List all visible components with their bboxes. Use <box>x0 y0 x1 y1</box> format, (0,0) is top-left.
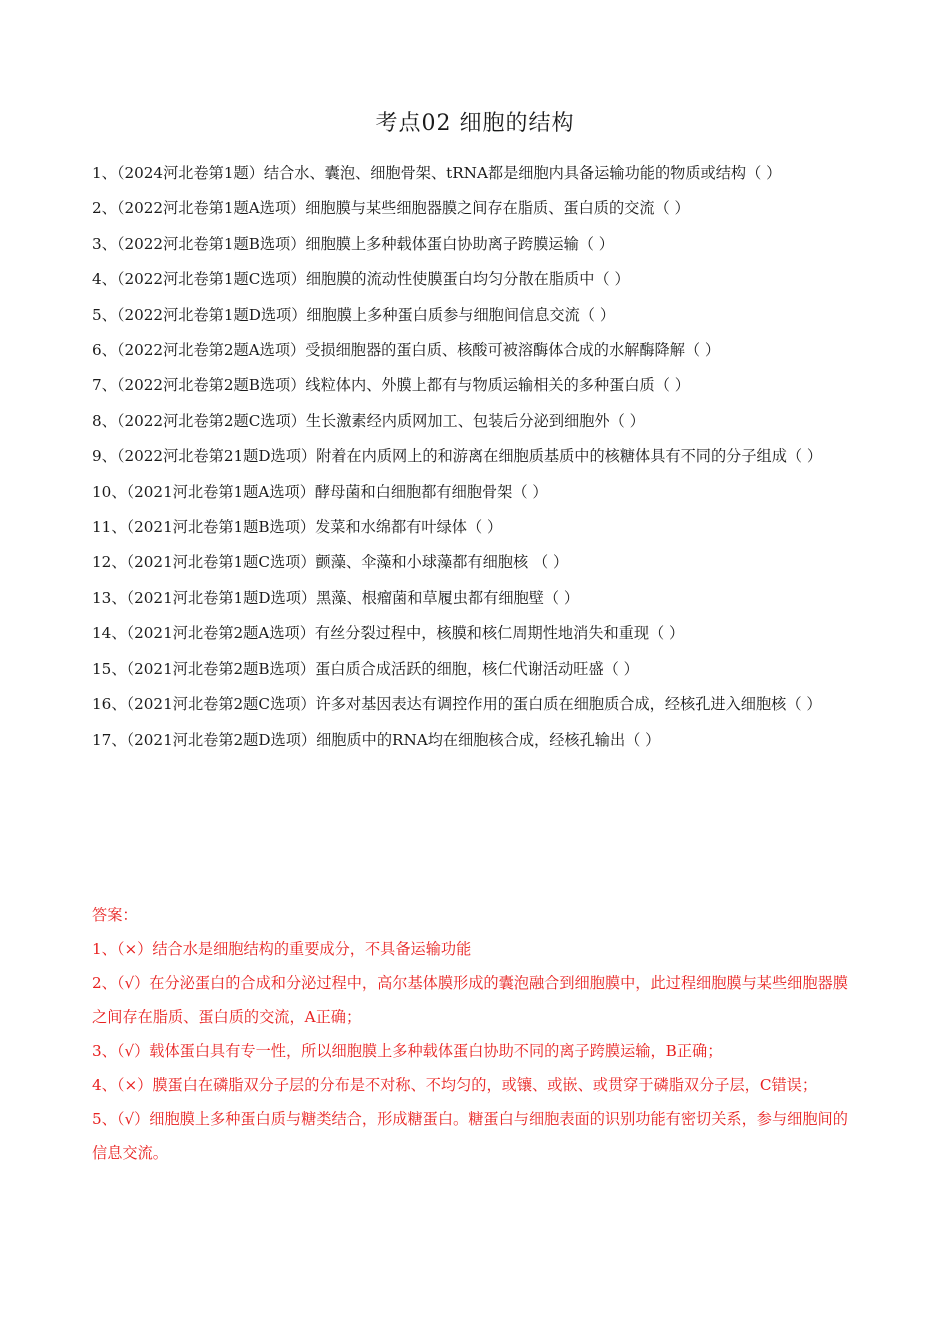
answer-item: 2、（√）在分泌蛋白的合成和分泌过程中，高尔基体膜形成的囊泡融合到细胞膜中，此过程细胞膜与某些细胞器膜之间存在脂质、蛋白质的交流，A正确； <box>92 974 848 1026</box>
question-item: 3、（2022河北卷第1题B选项）细胞膜上多种载体蛋白协助离子跨膜运输（ ） <box>92 234 614 253</box>
question-list <box>92 156 862 758</box>
question-item: 11、（2021河北卷第1题B选项）发菜和水绵都有叶绿体（ ） <box>92 518 503 537</box>
question-item: 8、（2022河北卷第2题C选项）生长激素经内质网加工、包装后分泌到细胞外（ ） <box>92 411 645 430</box>
question-item: 17、（2021河北卷第2题D选项）细胞质中的RNA均在细胞核合成，经核孔输出（ ） <box>92 730 661 749</box>
question-item: 7、（2022河北卷第2题B选项）线粒体内、外膜上都有与物质运输相关的多种蛋白质（ ） <box>92 376 690 395</box>
question-item: 6、（2022河北卷第2题A选项）受损细胞器的蛋白质、核酸可被溶酶体合成的水解酶降解（ ） <box>92 341 721 360</box>
answer-item: 3、（√）载体蛋白具有专一性，所以细胞膜上多种载体蛋白协助不同的离子跨膜运输，B正确； <box>92 1042 723 1060</box>
question-item: 5、（2022河北卷第1题D选项）细胞膜上多种蛋白质参与细胞间信息交流（ ） <box>92 305 616 324</box>
question-item: 15、（2021河北卷第2题B选项）蛋白质合成活跃的细胞，核仁代谢活动旺盛（ ） <box>92 659 639 678</box>
question-item: 14、（2021河北卷第2题A选项）有丝分裂过程中，核膜和核仁周期性地消失和重现（ ） <box>92 624 685 643</box>
answer-heading: 答案： <box>92 906 138 924</box>
answer-item: 5、（√）细胞膜上多种蛋白质与糖类结合，形成糖蛋白。糖蛋白与细胞表面的识别功能有密切关系，参与细胞间的信息交流。 <box>92 1110 848 1162</box>
question-item: 4、（2022河北卷第1题C选项）细胞膜的流动性使膜蛋白均匀分散在脂质中（ ） <box>92 270 630 289</box>
answer-item: 1、（×）结合水是细胞结构的重要成分，不具备运输功能 <box>92 940 472 958</box>
answer-section <box>92 898 862 1170</box>
question-item: 10、（2021河北卷第1题A选项）酵母菌和白细胞都有细胞骨架（ ） <box>92 482 548 501</box>
question-item: 16、（2021河北卷第2题C选项）许多对基因表达有调控作用的蛋白质在细胞质合成，经核孔进入细胞核（ ） <box>92 695 822 714</box>
question-item: 9、（2022河北卷第21题D选项）附着在内质网上的和游离在细胞质基质中的核糖体具有不同的分子组成（ ） <box>92 447 823 466</box>
question-item: 1、（2024河北卷第1题）结合水、囊泡、细胞骨架、tRNA都是细胞内具备运输功能的物质或结构（ ） <box>92 164 782 182</box>
question-item: 13、（2021河北卷第1题D选项）黑藻、根瘤菌和草履虫都有细胞壁（ ） <box>92 588 580 607</box>
answer-item: 4、（×）膜蛋白在磷脂双分子层的分布是不对称、不均匀的，或镶、或嵌、或贯穿于磷脂双分子层，C错误； <box>92 1076 818 1094</box>
page-title: 考点02 细胞的结构 <box>375 111 575 136</box>
question-item: 2、（2022河北卷第1题A选项）细胞膜与某些细胞器膜之间存在脂质、蛋白质的交流（ ） <box>92 199 690 218</box>
question-item: 12、（2021河北卷第1题C选项）颤藻、伞藻和小球藻都有细胞核 （ ） <box>92 553 569 572</box>
